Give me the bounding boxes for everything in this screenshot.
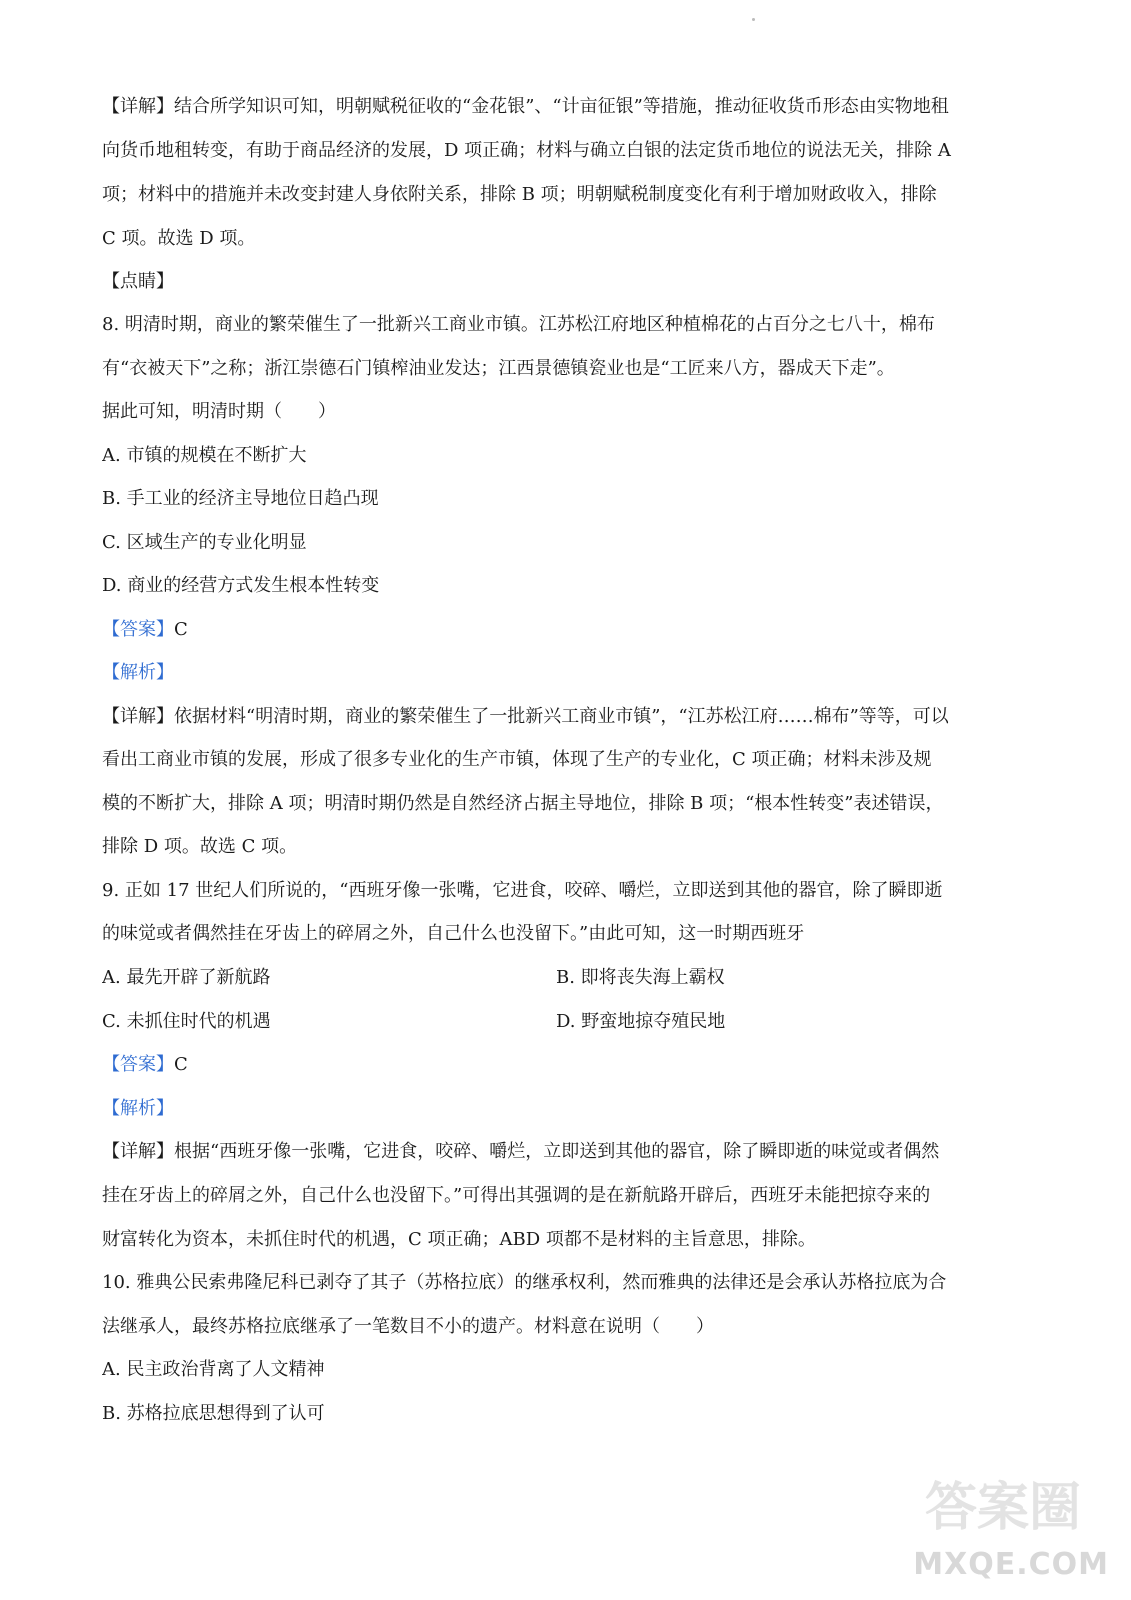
q10-option-a: A. 民主政治背离了人文精神 — [102, 1359, 325, 1380]
q9-answer-tag: 【答案】 — [102, 1054, 174, 1075]
q8-detail-line-4: 排除 D 项。故选 C 项。 — [102, 836, 298, 857]
q8-answer-line — [102, 618, 1012, 642]
q9-answer-line — [102, 1053, 1012, 1077]
q8-option-b: B. 手工业的经济主导地位日趋凸现 — [102, 488, 379, 509]
q9-stem-line-2: 的味觉或者偶然挂在牙齿上的碎屑之外，自己什么也没留下。”由此可知，这一时期西班牙 — [102, 923, 805, 944]
q8-option-a: A. 市镇的规模在不断扩大 — [102, 445, 307, 466]
q9-option-b: B. 即将丧失海上霸权 — [556, 967, 725, 988]
q7-detail-line-2: 向货币地租转变，有助于商品经济的发展，D 项正确；材料与确立白银的法定货币地位的说法无关，排除 A — [102, 140, 951, 161]
watermark-big-text: 答案圈 — [924, 1478, 1081, 1538]
q8-detail-line-2: 看出工商业市镇的发展，形成了很多专业化的生产市镇，体现了生产的专业化，C 项正确；材料未涉及规 — [102, 749, 932, 770]
q7-detail-line-1: 【详解】结合所学知识可知，明朝赋税征收的“金花银”、“计亩征银”等措施，推动征收货币形态由实物地租 — [102, 96, 949, 117]
q7-detail-line-4: C 项。故选 D 项。 — [102, 228, 256, 249]
q8-answer-value: C — [174, 619, 188, 640]
q8-analysis-tag: 【解析】 — [102, 662, 174, 683]
q8-stem-line-3: 据此可知，明清时期（ ） — [102, 401, 336, 422]
q10-stem-line-1: 10. 雅典公民索弗隆尼科已剥夺了其子（苏格拉底）的继承权利，然而雅典的法律还是会承认苏格拉底为合 — [102, 1272, 947, 1293]
q7-detail-line-3: 项；材料中的措施并未改变封建人身依附关系，排除 B 项；明朝赋税制度变化有利于增加财政收入，排除 — [102, 184, 937, 205]
q10-option-b: B. 苏格拉底思想得到了认可 — [102, 1403, 325, 1424]
q8-detail-line-1: 【详解】依据材料“明清时期，商业的繁荣催生了一批新兴工商业市镇”，“江苏松江府……棉布”等等，可以 — [102, 706, 949, 727]
q7-point-tag: 【点睛】 — [102, 271, 174, 292]
q9-option-c: C. 未抓住时代的机遇 — [102, 1011, 271, 1032]
q8-detail-line-3: 模的不断扩大，排除 A 项；明清时期仍然是自然经济占据主导地位，排除 B 项；“根本性转变”表述错误， — [102, 793, 944, 814]
q9-detail-line-3: 财富转化为资本，未抓住时代的机遇，C 项正确；ABD 项都不是材料的主旨意思，排除。 — [102, 1229, 816, 1250]
q8-option-d: D. 商业的经营方式发生根本性转变 — [102, 575, 380, 596]
q10-stem-line-2: 法继承人，最终苏格拉底继承了一笔数目不小的遗产。材料意在说明（ ） — [102, 1316, 714, 1337]
watermark-logo — [913, 1472, 1121, 1592]
q8-stem-line-2: 有“衣被天下”之称；浙江崇德石门镇榨油业发达；江西景德镇瓷业也是“工匠来八方，器成天下走”。 — [102, 358, 895, 379]
watermark-site-text: MXQE.COM — [913, 1547, 1109, 1582]
scan-dot — [752, 18, 755, 21]
q8-stem-line-1: 8. 明清时期，商业的繁荣催生了一批新兴工商业市镇。江苏松江府地区种植棉花的占百分之七八十，棉布 — [102, 314, 935, 335]
q9-option-d: D. 野蛮地掠夺殖民地 — [556, 1011, 726, 1032]
q9-stem-line-1: 9. 正如 17 世纪人们所说的，“西班牙像一张嘴，它进食，咬碎、嚼烂，立即送到其他的器官，除了瞬即逝 — [102, 880, 943, 901]
q9-analysis-tag: 【解析】 — [102, 1098, 174, 1119]
q9-detail-line-2: 挂在牙齿上的碎屑之外，自己什么也没留下。”可得出其强调的是在新航路开辟后，西班牙未能把掠夺来的 — [102, 1185, 931, 1206]
q8-answer-tag: 【答案】 — [102, 619, 174, 640]
q8-option-c: C. 区域生产的专业化明显 — [102, 532, 307, 553]
q9-detail-line-1: 【详解】根据“西班牙像一张嘴，它进食，咬碎、嚼烂，立即送到其他的器官，除了瞬即逝的味觉或者偶然 — [102, 1141, 940, 1162]
q9-answer-value: C — [174, 1054, 188, 1075]
q9-option-a: A. 最先开辟了新航路 — [102, 967, 271, 988]
